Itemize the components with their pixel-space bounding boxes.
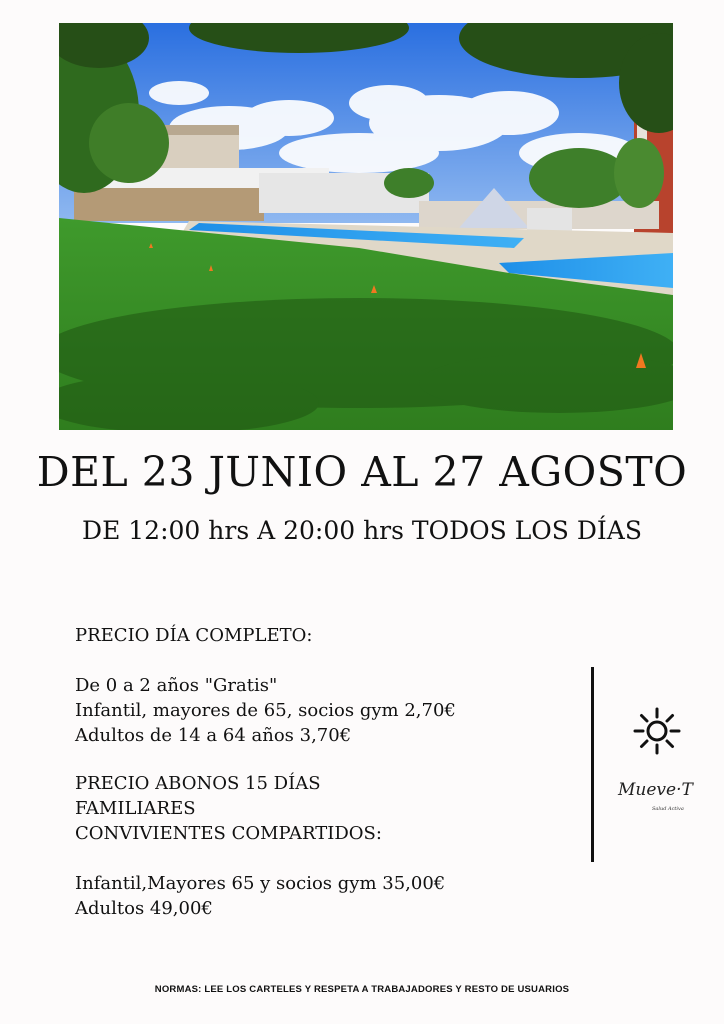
sun-icon bbox=[633, 707, 681, 759]
price-item: Adultos de 14 a 64 años 3,70€ bbox=[75, 725, 352, 746]
dates-heading: DEL 23 JUNIO AL 27 AGOSTO bbox=[36, 448, 688, 496]
full-day-price-title: PRECIO DÍA COMPLETO: bbox=[75, 625, 313, 646]
hours-subheading: DE 12:00 hrs A 20:00 hrs TODOS LOS DÍAS bbox=[82, 516, 642, 545]
pass-price-title-line: PRECIO ABONOS 15 DÍAS bbox=[75, 773, 321, 794]
pass-price-title-line: FAMILIARES bbox=[75, 798, 196, 819]
vertical-divider bbox=[591, 667, 594, 862]
pass-item: Adultos 49,00€ bbox=[75, 898, 213, 919]
pass-item: Infantil,Mayores 65 y socios gym 35,00€ bbox=[75, 873, 446, 894]
brand-logo: Mueve·T bbox=[618, 780, 693, 800]
price-item: Infantil, mayores de 65, socios gym 2,70€ bbox=[75, 700, 456, 721]
rules-footer: NORMAS: LEE LOS CARTELES Y RESPETA A TRABAJADORES Y RESTO DE USUARIOS bbox=[154, 984, 570, 995]
brand-tagline: Salud Activa bbox=[652, 806, 684, 812]
pass-price-title-line: CONVIVIENTES COMPARTIDOS: bbox=[75, 823, 382, 844]
price-item: De 0 a 2 años "Gratis" bbox=[75, 675, 278, 696]
hero-photo bbox=[59, 23, 673, 430]
